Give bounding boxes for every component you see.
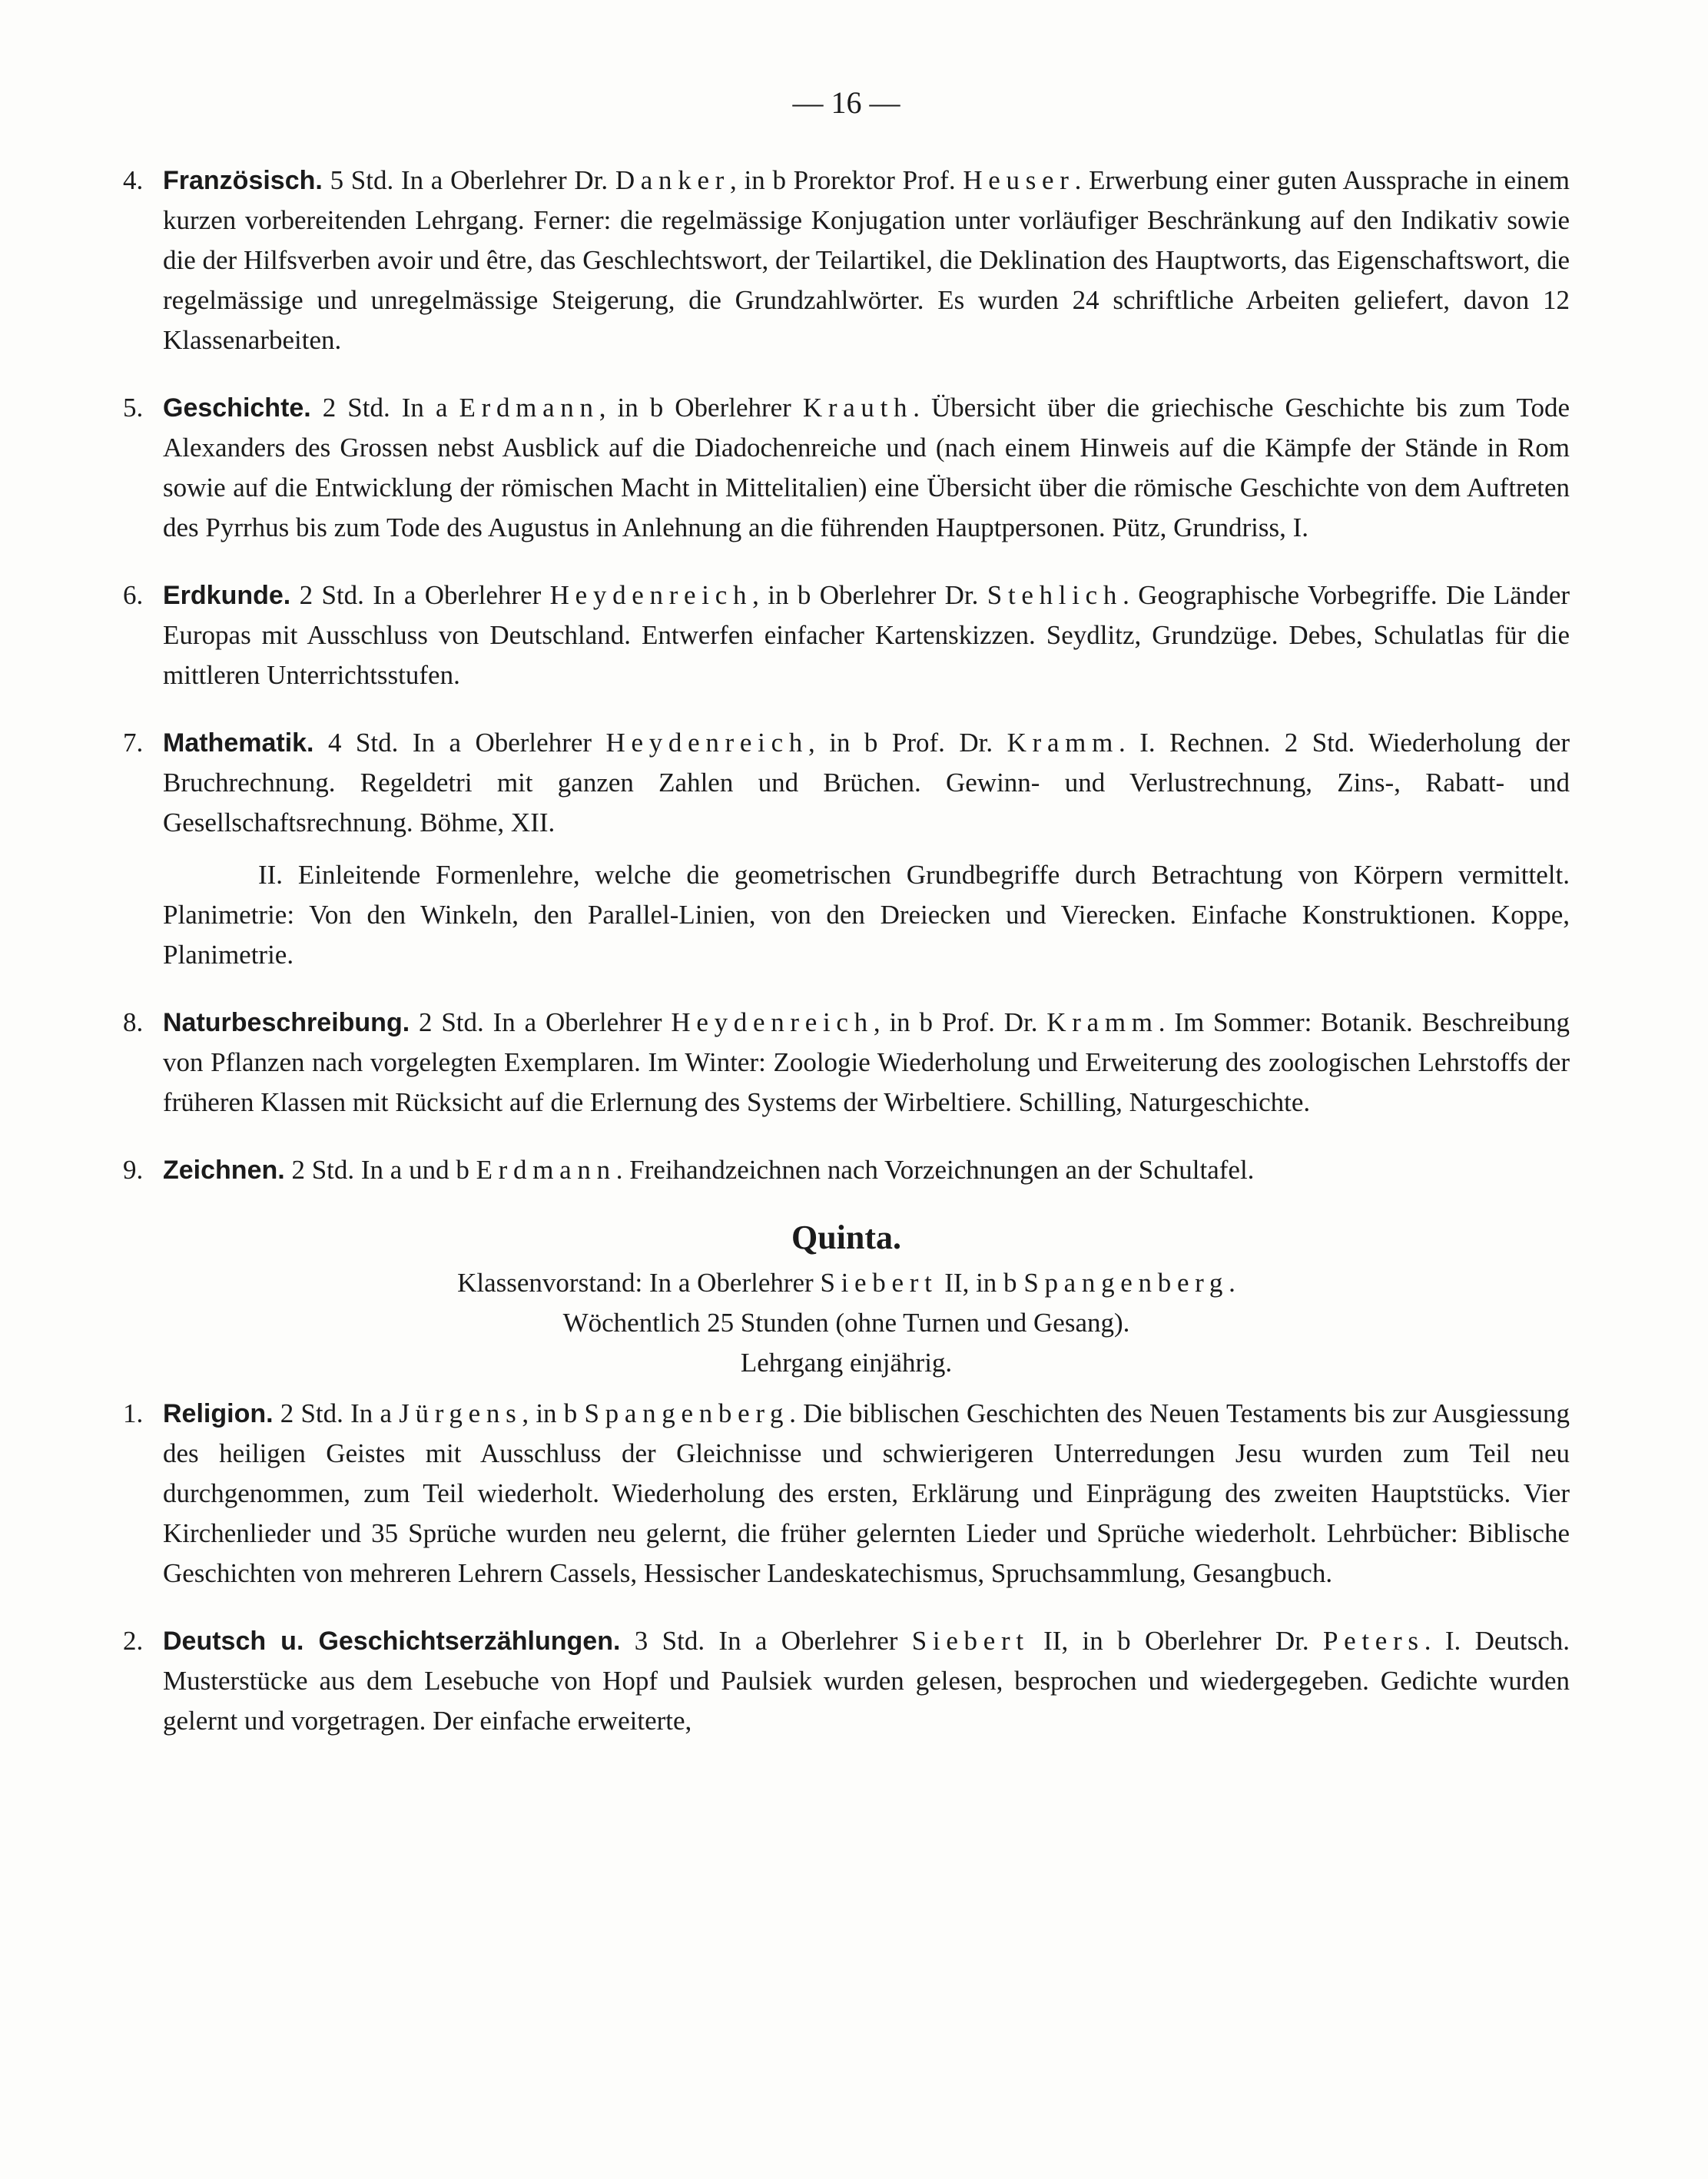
entries-top	[123, 161, 1570, 843]
entry-text: II, in b	[937, 1268, 1024, 1298]
entry-text: II, in b Oberlehrer Dr.	[1029, 1626, 1323, 1656]
entry-text: . I. Deutsch. Musterstücke aus dem Lesebuche von Hopf und Paulsiek wurden gelesen, besprochen und wiedergegeben. Gedichte wurden gelernt und vorgetragen. Der einfache erweiterte,	[163, 1626, 1570, 1736]
entry-text: 3 Std. In a Oberlehrer	[634, 1626, 912, 1656]
entries-mid	[123, 1003, 1570, 1190]
subject-heading: Religion.	[163, 1399, 274, 1428]
entry-text: , in b	[522, 1398, 585, 1428]
entry-text: 2 Std. In a Oberlehrer	[419, 1007, 672, 1037]
entry-text: , in b Prorektor Prof.	[730, 165, 963, 195]
math-part-2: II. Einleitende Formenlehre, welche die geometrischen Grundbegriffe durch Betrachtung von Körpern vermittelt. Planimetrie: Von den Winkeln, den Parallel-Linien, von den Dreiecken und Vierecken. Einfache Konstruktionen. Koppe, Planimetrie.	[163, 860, 1570, 970]
entry-number: 7.	[123, 728, 144, 758]
entry-text: Klassenvorstand: In a Oberlehrer	[457, 1268, 821, 1298]
subject-entry	[123, 161, 1570, 360]
subject-heading: Zeichnen.	[163, 1156, 285, 1185]
entry-number: 1.	[123, 1398, 144, 1428]
spaced-name: Erdmann	[459, 393, 599, 423]
subject-heading: Erdkunde.	[163, 581, 291, 610]
entry-text: 2 Std. In a	[280, 1398, 400, 1428]
entry-text: . Übersicht über die griechische Geschichte bis zum Tode Alexanders des Grossen nebst Ausblick auf die Diadochenreiche und (nach einem Hinweis auf die Kämpfe der Stände in Rom sowie auf die Entwicklung der römischen Macht in Mittelitalien) eine Übersicht über die römische Geschichte von dem Auftreten des Pyrrhus bis zum Tode des Augustus in Anlehnung an die führenden Hauptpersonen. Pütz, Grundriss, I.	[163, 393, 1570, 542]
entry-text: 5 Std. In a Oberlehrer Dr.	[330, 165, 615, 195]
weekly-hours: Wöchentlich 25 Stunden (ohne Turnen und Gesang).	[562, 1308, 1130, 1338]
section-title: Quinta.	[791, 1219, 902, 1256]
entry-number: 5.	[123, 393, 144, 423]
entry-body	[163, 1150, 1570, 1190]
spaced-name: Spangenberg	[1023, 1268, 1229, 1298]
spaced-name: Krauth	[802, 393, 914, 423]
entry-text: . Geographische Vorbegriffe. Die Länder Europas mit Ausschluss von Deutschland. Entwerfen einfacher Kartenskizzen. Seydlitz, Grundzüge. Debes, Schulatlas für die mittleren Unterrichtsstufen.	[163, 580, 1570, 690]
spaced-name: Jürgens	[399, 1398, 522, 1428]
entry-text: . Freihandzeichnen nach Vorzeichnungen an der Schultafel.	[615, 1155, 1255, 1185]
subject-entry	[123, 1394, 1570, 1594]
subject-entry	[123, 575, 1570, 695]
subject-entry	[123, 1003, 1570, 1123]
subject-heading: Mathematik.	[163, 728, 314, 758]
entry-text: 2 Std. In a	[322, 393, 459, 423]
entry-number: 6.	[123, 580, 144, 610]
entries-bottom	[123, 1394, 1570, 1741]
spaced-name: Siebert	[820, 1268, 938, 1298]
entry-body	[163, 575, 1570, 695]
entry-body	[163, 1394, 1570, 1594]
entry-body	[163, 723, 1570, 843]
subject-entry	[123, 1150, 1570, 1190]
course-length: Lehrgang einjährig.	[740, 1348, 953, 1378]
spaced-name: Danker	[615, 165, 731, 195]
entry-text: 2 Std. In a Oberlehrer	[299, 580, 550, 610]
entry-number: 9.	[123, 1155, 144, 1185]
spaced-name: Heydenreich	[605, 728, 809, 758]
entry-text: . Im Sommer: Botanik. Beschreibung von Pflanzen nach vorgelegten Exemplaren. Im Winter: Zoologie Wiederholung und Erweiterung des zoologischen Lehrstoffs der früheren Klassen mit Rücksicht auf die Erlernung des Systems der Wirbeltiere. Schilling, Naturgeschichte.	[163, 1007, 1570, 1117]
entry-body	[163, 1003, 1570, 1123]
entry-text: , in b Prof. Dr.	[873, 1007, 1047, 1037]
entry-body	[163, 388, 1570, 548]
subject-heading: Französisch.	[163, 166, 323, 195]
entry-text: . Erwerbung einer guten Aussprache in einem kurzen vorbereitenden Lehrgang. Ferner: die regelmässige Konjugation unter vorläufiger Beschränkung auf den Indikativ sowie die der Hilfsverben avoir und être, das Geschlechtswort, der Teilartikel, die Deklination des Hauptworts, das Eigenschaftswort, die regelmässige und unregelmässige Steigerung, die Grundzahlwörter. Es wurden 24 schriftliche Arbeiten geliefert, davon 12 Klassenarbeiten.	[163, 165, 1570, 355]
entry-text: . Die biblischen Geschichten des Neuen Testaments bis zur Ausgiessung des heiligen Geistes mit Ausschluss der Gleichnisse und schwierigeren Unterredungen Jesu wurden zum Teil neu durchgenommen, zum Teil wiederholt. Wiederholung des ersten, Erklärung und Einprägung des zweiten Hauptstücks. Vier Kirchenlieder und 35 Sprüche wurden neu gelernt, die früher gelernten Lieder und Sprüche wiederholt. Lehrbücher: Biblische Geschichten von mehreren Lehrern Cassels, Hessischer Landeskatechismus, Spruchsammlung, Gesangbuch.	[163, 1398, 1570, 1588]
class-teacher	[123, 1263, 1570, 1303]
spaced-name: Kramm	[1046, 1007, 1159, 1037]
spaced-name: Heydenreich	[549, 580, 753, 610]
entry-text: , in b Prof. Dr.	[808, 728, 1007, 758]
entry-body	[163, 161, 1570, 360]
entry-text: 2 Std. In a und b	[291, 1155, 476, 1185]
subject-entry	[123, 388, 1570, 548]
entry-number: 8.	[123, 1007, 144, 1037]
subject-heading: Geschichte.	[163, 393, 311, 423]
entry-text: 4 Std. In a Oberlehrer	[327, 728, 606, 758]
spaced-name: Peters	[1322, 1626, 1424, 1656]
subject-entry	[123, 723, 1570, 843]
entry-text: .	[1229, 1268, 1235, 1298]
subject-entry	[123, 1621, 1570, 1741]
entry-number: 2.	[123, 1626, 144, 1656]
entry-text: . I. Rechnen. 2 Std. Wiederholung der Bruchrechnung. Regeldetri mit ganzen Zahlen und Brüchen. Gewinn- und Verlustrechnung, Zins-, Rabatt- und Gesellschaftsrechnung. Böhme, XII.	[163, 728, 1570, 837]
spaced-name: Heuser	[963, 165, 1075, 195]
spaced-name: Stehlich	[987, 580, 1123, 610]
entry-text: , in b Oberlehrer	[599, 393, 803, 423]
spaced-name: Siebert	[911, 1626, 1030, 1656]
subject-heading: Deutsch u. Geschichtserzählungen.	[163, 1627, 621, 1656]
entry-body	[163, 1621, 1570, 1741]
page-number: — 16 —	[792, 85, 900, 120]
entry-text: , in b Oberlehrer Dr.	[752, 580, 987, 610]
spaced-name: Spangenberg	[584, 1398, 790, 1428]
subject-heading: Naturbeschreibung.	[163, 1008, 410, 1037]
spaced-name: Heydenreich	[671, 1007, 874, 1037]
entry-number: 4.	[123, 165, 144, 195]
spaced-name: Erdmann	[476, 1155, 616, 1185]
spaced-name: Kramm	[1007, 728, 1119, 758]
